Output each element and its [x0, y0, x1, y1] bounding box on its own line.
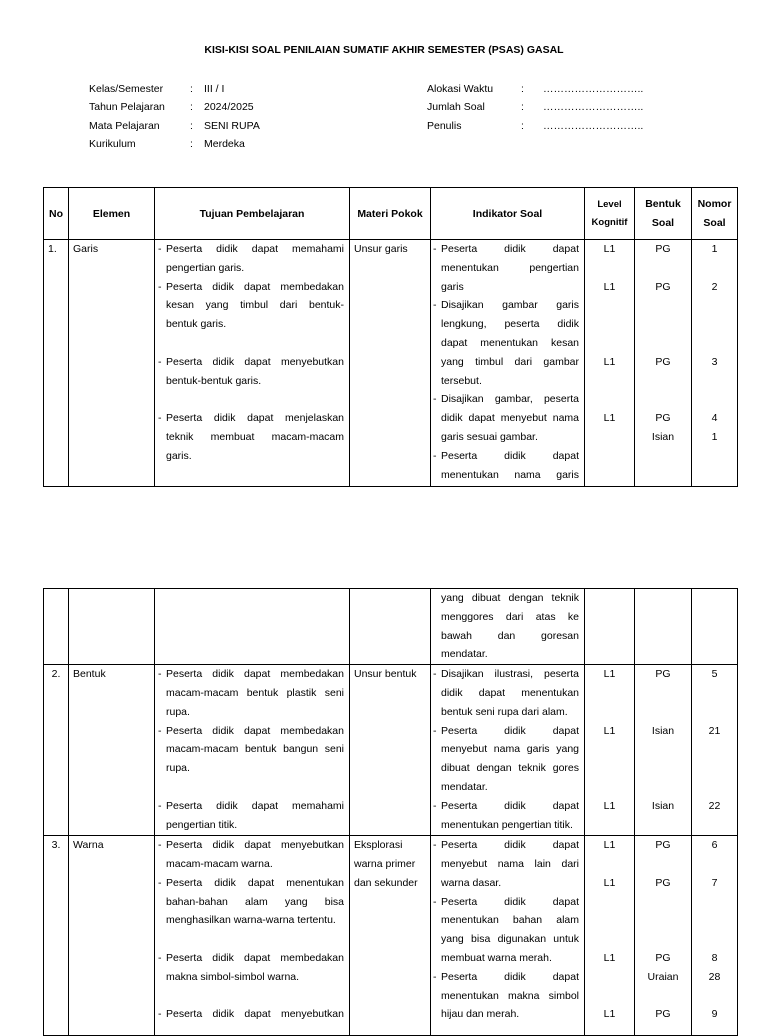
bullet-dash: - [433, 449, 437, 462]
materi-text: Unsur bentuk [354, 668, 417, 681]
tujuan-line [158, 278, 344, 297]
indikator-text: bentuk seni rupa dari alam. [441, 705, 568, 718]
tujuan-line [158, 428, 344, 447]
tujuan-line [158, 874, 344, 893]
row-tujuan [155, 589, 350, 665]
indikator-line [433, 409, 579, 428]
tujuan-text: Peserta didik dapat menyebutkan [166, 1008, 344, 1021]
indikator-line [433, 390, 579, 409]
tujuan-line [158, 409, 344, 428]
indikator-line [433, 278, 579, 297]
bullet-dash: - [433, 243, 437, 255]
header-materi: Materi Pokok [350, 188, 431, 240]
bullet-dash: - [158, 799, 162, 812]
bullet-dash: - [433, 299, 437, 312]
bullet-dash: - [158, 951, 162, 964]
bullet-dash: - [433, 839, 437, 852]
indikator-line [433, 949, 579, 968]
materi-text: dan sekunder [354, 876, 418, 889]
elemen-text: Warna [73, 839, 104, 852]
header-bentuk [635, 188, 692, 240]
materi-text: Unsur garis [354, 243, 408, 255]
level-value: L1 [603, 280, 616, 293]
row-nomor [692, 589, 738, 665]
info-row-alokasi [427, 80, 643, 98]
tujuan-line [158, 259, 344, 278]
tujuan-text: Peserta didik dapat menjelaskan [166, 412, 344, 425]
indikator-text: mendatar. [441, 780, 488, 793]
info-right [427, 80, 643, 135]
bentuk-value: PG [655, 280, 671, 293]
tujuan-text: menghasilkan warna-warna tertentu. [166, 914, 336, 927]
indikator-text: hijau dan merah. [441, 1008, 520, 1021]
tujuan-line [158, 893, 344, 912]
indikator-text: menentukan bahan alam [441, 914, 579, 927]
info-label: Tahun Pelajaran [89, 101, 165, 114]
tujuan-text: macam-macam bentuk bangun seni [166, 743, 344, 756]
indikator-line [433, 836, 579, 855]
row-number-text: 1. [48, 243, 57, 255]
row-level [585, 240, 635, 487]
table-row-warna [44, 836, 738, 1036]
indikator-text: garis sesuai gambar. [441, 430, 538, 443]
tujuan-line [158, 372, 344, 391]
indikator-text: yang bisa digunakan untuk [441, 933, 579, 946]
row-elemen [69, 836, 155, 1036]
row-nomor [692, 836, 738, 1036]
info-value: ……………………….. [543, 119, 644, 132]
indikator-text: Peserta didik dapat [441, 449, 579, 462]
tujuan-line [158, 665, 344, 684]
indikator-line [433, 259, 579, 278]
info-value: SENI RUPA [204, 119, 260, 132]
info-colon: : [521, 101, 524, 114]
level-value: L1 [603, 243, 616, 255]
row-indikator [431, 665, 585, 836]
indikator-line [433, 372, 579, 391]
nomor-value: 1 [711, 243, 718, 255]
indikator-text: Disajikan gambar, peserta [441, 393, 579, 406]
row-elemen [69, 665, 155, 836]
tujuan-text: Peserta didik dapat membedakan [166, 280, 344, 293]
bentuk-value: Isian [651, 799, 675, 812]
nomor-value: 9 [711, 1008, 718, 1021]
level-value: L1 [603, 724, 616, 737]
bentuk-value: PG [655, 668, 671, 681]
indikator-line [433, 930, 579, 949]
row-level [585, 589, 635, 665]
indikator-text: Peserta didik dapat [441, 243, 579, 255]
bentuk-value: Isian [651, 724, 675, 737]
row-number-text: 2. [51, 668, 61, 681]
header-tujuan: Tujuan Pembelajaran [155, 188, 350, 240]
indikator-text: Peserta didik dapat [441, 724, 579, 737]
bentuk-value: PG [655, 412, 671, 425]
indikator-line [433, 240, 579, 259]
bullet-dash: - [433, 668, 437, 681]
info-colon: : [521, 83, 524, 95]
indikator-line [433, 968, 579, 987]
header-bentuk-line-1: Bentuk [645, 197, 681, 210]
indikator-text: Peserta didik dapat [441, 970, 579, 983]
row-materi [350, 240, 431, 487]
indikator-line [433, 797, 579, 816]
indikator-text: tersebut. [441, 374, 482, 387]
bullet-dash: - [433, 724, 437, 737]
info-label: Kelas/Semester [89, 83, 164, 95]
elemen-text: Garis [73, 243, 99, 255]
tujuan-text: macam-macam bentuk plastik seni [166, 686, 344, 699]
tujuan-text: Peserta didik dapat menyebutkan [166, 839, 344, 852]
nomor-value: 3 [711, 355, 718, 368]
tujuan-line [158, 240, 344, 259]
tujuan-line [158, 911, 344, 930]
bullet-dash: - [433, 393, 437, 406]
row-bentuk [635, 665, 692, 836]
indikator-line [433, 447, 579, 466]
row-materi [350, 589, 431, 665]
nomor-value: 5 [711, 668, 718, 681]
indikator-text: yang dibuat dengan teknik [441, 592, 579, 604]
bentuk-value: PG [655, 243, 671, 255]
nomor-value: 8 [711, 951, 718, 964]
info-value: ……………………….. [543, 83, 644, 95]
bullet-dash: - [158, 839, 162, 852]
tujuan-text: macam-macam warna. [166, 857, 273, 870]
row-bentuk [635, 836, 692, 1036]
tujuan-line [158, 447, 344, 466]
header-bentuk-line-2: Soal [651, 216, 675, 229]
tujuan-line [158, 1005, 344, 1024]
info-row-tahun [89, 98, 260, 116]
level-value: L1 [603, 668, 616, 681]
row-indikator [431, 589, 585, 665]
row-tujuan [155, 836, 350, 1036]
header-level-line-1: Level [597, 198, 622, 210]
indikator-line [433, 987, 579, 1006]
tujuan-line [158, 722, 344, 741]
indikator-line [433, 778, 579, 797]
info-colon: : [521, 119, 524, 132]
row-number-text: 3. [51, 839, 61, 852]
tujuan-line [158, 797, 344, 816]
info-colon: : [190, 83, 193, 95]
bentuk-value: PG [655, 839, 671, 852]
tujuan-text: Peserta didik dapat membedakan [166, 951, 344, 964]
tujuan-line [158, 816, 344, 835]
indikator-line [433, 740, 579, 759]
materi-text: warna primer [354, 857, 416, 870]
spacer [158, 778, 344, 797]
indikator-text: dibuat dengan teknik gores [441, 762, 579, 775]
indikator-text: lengkung, peserta didik [441, 318, 579, 331]
indikator-line [433, 428, 579, 447]
bullet-dash: - [158, 280, 162, 293]
indikator-text: garis [441, 280, 464, 293]
row-nomor [692, 665, 738, 836]
indikator-text: menentukan pengertian [441, 261, 579, 274]
tujuan-line [158, 353, 344, 372]
row-number [44, 240, 69, 487]
spacer [158, 334, 344, 353]
tujuan-line [158, 968, 344, 987]
level-value: L1 [603, 1008, 616, 1021]
row-elemen [69, 589, 155, 665]
indikator-text: menentukan pengertian titik. [441, 818, 573, 831]
row-bentuk [635, 240, 692, 487]
indikator-line [433, 759, 579, 778]
header-level [585, 188, 635, 240]
indikator-text: membuat warna merah. [441, 951, 552, 964]
info-left [89, 80, 260, 153]
tujuan-text: rupa. [166, 705, 190, 718]
indikator-text: Disajikan gambar garis [441, 299, 579, 312]
row-level [585, 836, 635, 1036]
tujuan-line [158, 740, 344, 759]
indikator-text: menentukan nama garis [441, 468, 579, 481]
info-label: Alokasi Waktu [427, 83, 494, 95]
row-indikator [431, 836, 585, 1036]
info-row-jumlah [427, 98, 643, 116]
indikator-line [433, 911, 579, 930]
kisi-kisi-table-page-1 [43, 187, 738, 487]
tujuan-line [158, 703, 344, 722]
tujuan-text: Peserta didik dapat menentukan [166, 876, 344, 889]
header-nomor-line-1: Nomor [697, 197, 732, 210]
indikator-text: warna dasar. [441, 876, 502, 889]
tujuan-text: Peserta didik dapat membedakan [166, 724, 344, 737]
indikator-line [433, 353, 579, 372]
bentuk-value: PG [655, 1008, 671, 1021]
indikator-line [433, 315, 579, 334]
info-row-mapel [89, 117, 260, 135]
indikator-line [433, 703, 579, 722]
tujuan-line [158, 855, 344, 874]
nomor-value: 22 [708, 799, 721, 812]
info-colon: : [190, 137, 193, 150]
indikator-line [433, 816, 579, 835]
bullet-dash: - [158, 355, 162, 368]
row-number [44, 836, 69, 1036]
tujuan-text: Peserta didik dapat memahami [166, 243, 344, 255]
level-value: L1 [603, 839, 616, 852]
info-colon: : [190, 119, 193, 132]
level-value: L1 [603, 951, 616, 964]
tujuan-text: bahan-bahan alam yang bisa [166, 895, 344, 908]
header-no: No [44, 188, 69, 240]
row-number [44, 589, 69, 665]
row-indikator [431, 240, 585, 487]
level-value: L1 [603, 876, 616, 889]
tujuan-text: Peserta didik dapat menyebutkan [166, 355, 344, 368]
nomor-value: 21 [708, 724, 721, 737]
bullet-dash: - [158, 724, 162, 737]
indikator-text: menyebut nama garis yang [441, 743, 579, 756]
info-value: 2024/2025 [204, 101, 254, 114]
info-row-kelas [89, 80, 260, 98]
tujuan-line [158, 949, 344, 968]
indikator-text: menentukan makna simbol [441, 989, 579, 1002]
header-elemen: Elemen [69, 188, 155, 240]
tujuan-text: garis. [166, 449, 192, 462]
indikator-line [433, 684, 579, 703]
indikator-line [433, 1005, 579, 1024]
info-value: ……………………….. [543, 101, 644, 114]
tujuan-text: Peserta didik dapat membedakan [166, 668, 344, 681]
indikator-line [433, 722, 579, 741]
nomor-value: 2 [711, 280, 718, 293]
row-tujuan [155, 240, 350, 487]
indikator-text: yang timbul dari gambar [441, 355, 579, 368]
info-row-penulis [427, 117, 643, 135]
tujuan-text: rupa. [166, 762, 190, 775]
level-value: L1 [603, 799, 616, 812]
bentuk-value: Uraian [647, 970, 679, 983]
tujuan-line [158, 296, 344, 315]
bullet-dash: - [158, 876, 162, 889]
level-value: L1 [603, 355, 616, 368]
bentuk-value: PG [655, 355, 671, 368]
bullet-dash: - [158, 412, 162, 425]
header-nomor [692, 188, 738, 240]
info-label: Mata Pelajaran [89, 119, 160, 132]
indikator-text: didik dapat menentukan [441, 686, 579, 699]
info-label: Jumlah Soal [427, 101, 485, 114]
indikator-text: Peserta didik dapat [441, 839, 579, 852]
row-tujuan [155, 665, 350, 836]
tujuan-text: makna simbol-simbol warna. [166, 970, 300, 983]
indikator-text: Peserta didik dapat [441, 895, 579, 908]
bullet-dash: - [158, 243, 162, 255]
spacer [158, 930, 344, 949]
bentuk-value: PG [655, 951, 671, 964]
row-nomor [692, 240, 738, 487]
indikator-line [433, 874, 579, 893]
bullet-dash: - [158, 668, 162, 681]
nomor-value: 28 [708, 970, 721, 983]
row-bentuk [635, 589, 692, 665]
indikator-line [433, 665, 579, 684]
document-title: KISI-KISI SOAL PENILAIAN SUMATIF AKHIR SEMESTER (PSAS) GASAL [204, 44, 564, 56]
indikator-text: Peserta didik dapat [441, 799, 579, 812]
nomor-value: 7 [711, 876, 718, 889]
bentuk-value: PG [655, 876, 671, 889]
indikator-line [433, 645, 579, 664]
indikator-text: dapat menentukan kesan [441, 336, 579, 349]
header-nomor-line-2: Soal [703, 216, 726, 229]
kisi-kisi-table-page-2 [43, 588, 738, 1036]
indikator-text: menggores dari atas ke [441, 610, 579, 623]
header-indikator: Indikator Soal [431, 188, 585, 240]
tujuan-line [158, 836, 344, 855]
tujuan-text: pengertian titik. [166, 818, 238, 831]
indikator-text: mendatar. [441, 648, 488, 661]
info-row-kurikulum [89, 135, 260, 153]
table-header-row [44, 188, 738, 240]
bullet-dash: - [433, 970, 437, 983]
bullet-dash: - [158, 1008, 162, 1021]
indikator-line [433, 627, 579, 646]
table-row-bentuk [44, 665, 738, 836]
info-label: Penulis [427, 119, 462, 132]
spacer [158, 987, 344, 1006]
row-level [585, 665, 635, 836]
nomor-value: 1 [711, 430, 718, 443]
materi-text: Eksplorasi [354, 839, 403, 852]
info-label: Kurikulum [89, 137, 136, 150]
row-number [44, 665, 69, 836]
nomor-value: 6 [711, 839, 718, 852]
nomor-value: 4 [711, 412, 718, 425]
bentuk-value: Isian [651, 430, 675, 443]
info-colon: : [190, 101, 193, 114]
indikator-text: bawah dan goresan [441, 629, 579, 642]
spacer [158, 390, 344, 409]
indikator-text: Disajikan ilustrasi, peserta [441, 668, 579, 681]
level-value: L1 [603, 412, 616, 425]
row-elemen [69, 240, 155, 487]
tujuan-text: teknik membuat macam-macam [166, 430, 344, 443]
indikator-line [433, 608, 579, 627]
bullet-dash: - [433, 799, 437, 812]
tujuan-text: Peserta didik dapat memahami [166, 799, 344, 812]
row-materi [350, 665, 431, 836]
header-level-line-2: Kognitif [591, 216, 628, 228]
tujuan-text: bentuk garis. [166, 318, 227, 331]
indikator-line [433, 296, 579, 315]
indikator-text: menyebut nama lain dari [441, 857, 579, 870]
info-value: Merdeka [204, 137, 245, 150]
tujuan-text: bentuk-bentuk garis. [166, 374, 262, 387]
table-row-garis-continued [44, 589, 738, 665]
elemen-text: Bentuk [73, 668, 106, 681]
tujuan-line [158, 684, 344, 703]
bullet-dash: - [433, 895, 437, 908]
indikator-line [433, 893, 579, 912]
indikator-line [433, 855, 579, 874]
info-value: III / I [204, 83, 225, 95]
indikator-line [433, 334, 579, 353]
tujuan-text: kesan yang timbul dari bentuk- [166, 299, 344, 312]
indikator-text: didik dapat menyebut nama [441, 412, 579, 425]
tujuan-line [158, 315, 344, 334]
tujuan-line [158, 759, 344, 778]
indikator-line [433, 466, 579, 485]
tujuan-text: pengertian garis. [166, 261, 245, 274]
indikator-line [433, 589, 579, 608]
row-materi [350, 836, 431, 1036]
table-row-garis [44, 240, 738, 487]
